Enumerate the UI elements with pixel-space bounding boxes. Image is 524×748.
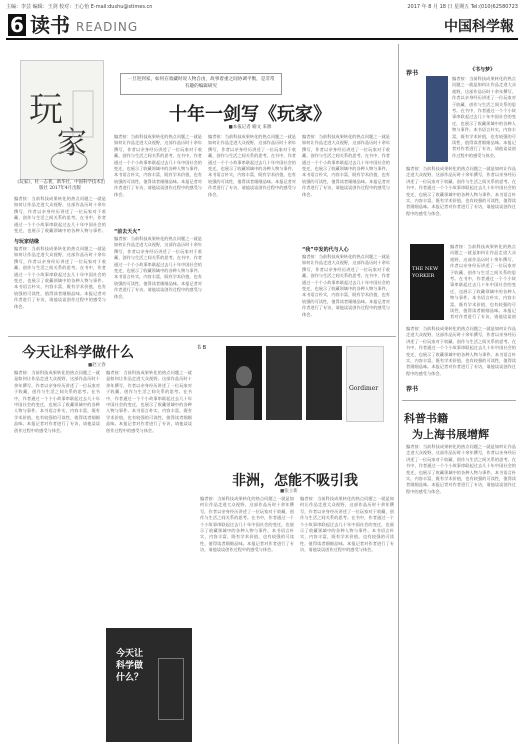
science-cover-graphic bbox=[158, 658, 184, 720]
wanjia-cover-art bbox=[21, 61, 103, 179]
lead-headline: 十年一剑写《玩家》 bbox=[169, 104, 331, 125]
book1-text: 编者按：当前科技成果转化的热点问题之一就是如何让作品走进大众视野，这部作品历时十余年撰写，作者以亲身经历讲述了一位玩家对于收藏、创作与生活之间关系的思考。在书中，作者通过一个个小故事串联起过去几十年中国社会的变迁，也展示了收藏领域中的各种人物与事件。本书语言朴实，内容丰富，既有学术价值，也有较强的可读性，值得读者细细品味。本报记者对作者进行了专访，请他谈谈创作过程中的感受与体会。 bbox=[406, 166, 516, 216]
africa-text-col1: 编者按：当前科技成果转化的热点问题之一就是如何让作品走进大众视野，这部作品历时十余年撰写，作者以亲身经历讲述了一位玩家对于收藏、创作与生活之间关系的思考。在书中，作者通过一个个小故事串联起过去几十年中国社会的变迁，也展示了收藏领域中的各种人物与事件。本书语言朴实，内容丰富，既有学术价值，也有较强的可读性，值得读者细细品味。本报记者对作者进行了专访，请他谈谈创作过程中的感受与体会。 bbox=[200, 496, 294, 553]
lead-text-col2b: 编者按：当前科技成果转化的热点问题之一就是如何让作品走进大众视野，这部作品历时十余年撰写，作者以亲身经历讲述了一位玩家对于收藏、创作与生活之间关系的思考。在书中，作者通过一个个小故事串联起过去几十年中国社会的变迁，也展示了收藏领域中的各种人物与事件。本书语言朴实，内容丰富，既有学术价值，也有较强的可读性，值得读者细细品味。本报记者对作者进行了专访，请他谈谈创作过程中的感受与体会。 bbox=[114, 236, 202, 299]
section-divider bbox=[8, 336, 396, 337]
science-text-col1: 编者按：当前科技成果转化的热点问题之一就是如何让作品走进大众视野，这部作品历时十余年撰写，作者以亲身经历讲述了一位玩家对于收藏、创作与生活之间关系的思考。在书中，作者通过一个个小故事串联起过去几十年中国社会的变迁，也展示了收藏领域中的各种人物与事件。本书语言朴实，内容丰富，既有学术价值，也有较强的可读性，值得读者细细品味。本报记者对作者进行了专访，请他谈谈创作过程中的感受与体会。 bbox=[14, 370, 100, 433]
cover-calligraphy-1: 玩 bbox=[29, 90, 63, 130]
lead-intro-text: 编者按：当前科技成果转化的热点问题之一就是如何让作品走进大众视野，这部作品历时十余年撰写，作者以亲身经历讲述了一位玩家对于收藏、创作与生活之间关系的思考。在书中，作者通过一个个小故事串联起过去几十年中国社会的变迁，也展示了收藏领域中的各种人物与事件。 bbox=[14, 196, 106, 234]
section-number: 6 bbox=[8, 14, 26, 36]
masthead: 中国科学報 bbox=[444, 19, 514, 35]
sidebar-label-bottom: 荐书 bbox=[406, 386, 419, 393]
book2-cover bbox=[410, 244, 444, 320]
lead-text-col4b: 编者按：当前科技成果转化的热点问题之一就是如何让作品走进大众视野，这部作品历时十余年撰写，作者以亲身经历讲述了一位玩家对于收藏、创作与生活之间关系的思考。在书中，作者通过一个个小故事串联起过去几十年中国社会的变迁，也展示了收藏领域中的各种人物与事件。本书语言朴实，内容丰富，既有学术价值，也有较强的可读性，值得读者细细品味。本报记者对作者进行了专访，请他谈谈创作过程中的感受与体会。 bbox=[302, 254, 390, 317]
news-text: 编者按：当前科技成果转化的热点问题之一就是如何让作品走进大众视野，这部作品历时十余年撰写，作者以亲身经历讲述了一位玩家对于收藏、创作与生活之间关系的思考。在书中，作者通过一个个小故事串联起过去几十年中国社会的变迁，也展示了收藏领域中的各种人物与事件。本书语言朴实，内容丰富，既有学术价值，也有较强的可读性，值得读者细细品味。本报记者对作者进行了专访，请他谈谈创作过程中的感受与体会。 bbox=[406, 444, 516, 494]
subhead-3: “我”中发的代与人心 bbox=[302, 247, 349, 253]
cover-calligraphy-2: 家 bbox=[57, 126, 87, 161]
lead-text-col4a: 编者按：当前科技成果转化的热点问题之一就是如何让作品走进大众视野，这部作品历时十余年撰写，作者以亲身经历讲述了一位玩家对于收藏、创作与生活之间关系的思考。在书中，作者通过一个个小故事串联起过去几十年中国社会的变迁，也展示了收藏领域中的各种人物与事件。本书语言朴实，内容丰富，既有学术价值，也有较强的可读性，值得读者细细品味。本报记者对作者进行了专访，请他谈谈创作过程中的感受与体会。 bbox=[302, 134, 390, 197]
science-book-cover bbox=[106, 628, 192, 742]
science-author: ■赵立春 bbox=[88, 363, 106, 368]
section-name: 读书 bbox=[30, 13, 70, 37]
page-header-meta bbox=[6, 2, 518, 11]
pull-quote: 一旦进到家，如何在收藏时说人物自由，故事着重之间协调平衡，是非常有趣的编辑研究 bbox=[120, 73, 282, 95]
section-english: READING bbox=[76, 20, 139, 34]
africa-column-label: 书 B bbox=[196, 345, 207, 351]
subhead-2: “前去天火” bbox=[114, 229, 141, 235]
gordimer-cover-name: Gordimer bbox=[349, 385, 379, 392]
lead-byline: ■本报记者 喻文 来源 bbox=[228, 125, 272, 130]
news-headline-line2: 为上海书展增辉 bbox=[412, 428, 489, 441]
book2-intro: 编者按：当前科技成果转化的热点问题之一就是如何让作品走进大众视野，这部作品历时十余年撰写，作者以亲身经历讲述了一位玩家对于收藏、创作与生活之间关系的思考。在书中，作者通过一个个小故事串联起过去几十年中国社会的变迁，也展示了收藏领域中的各种人物与事件。本书语言朴实，内容丰富，既有学术价值，也有较强的可读性，值得读者细细品味。本报记者对作者进行了专访，请他谈谈创 bbox=[450, 244, 516, 320]
sidebar-label-top: 荐书 bbox=[406, 70, 419, 77]
book1-cover bbox=[426, 76, 448, 162]
africa-author: ■张立新 bbox=[280, 489, 298, 494]
news-headline-line1: 科普书籍 bbox=[404, 412, 448, 425]
column-divider bbox=[398, 44, 399, 744]
africa-photo bbox=[226, 346, 262, 420]
africa-text-col2: 编者按：当前科技成果转化的热点问题之一就是如何让作品走进大众视野，这部作品历时十余年撰写，作者以亲身经历讲述了一位玩家对于收藏、创作与生活之间关系的思考。在书中，作者通过一个个小故事串联起过去几十年中国社会的变迁，也展示了收藏领域中的各种人物与事件。本书语言朴实，内容丰富，既有学术价值，也有较强的可读性，值得读者细细品味。本报记者对作者进行了专访，请他谈谈创作过程中的感受与体会。 bbox=[300, 496, 394, 553]
header-date-info: 2017 年 8 月 18 日 星期五 Tel:(010)62580723 bbox=[407, 4, 518, 10]
wanjia-book-cover bbox=[20, 60, 104, 180]
cover-caption: 《玩家》，杜一志著，新华社，中国科学技术出版社 2017年4月出版 bbox=[14, 180, 105, 191]
book2-text: 编者按：当前科技成果转化的热点问题之一就是如何让作品走进大众视野，这部作品历时十余年撰写，作者以亲身经历讲述了一位玩家对于收藏、创作与生活之间关系的思考。在书中，作者通过一个个小故事串联起过去几十年中国社会的变迁，也展示了收藏领域中的各种人物与事件。本书语言朴实，内容丰富，既有学术价值，也有较强的可读性，值得读者细细品味。本报记者对作者进行了专访，请他谈谈创作过程中的感受与体会。 bbox=[406, 326, 516, 376]
header-rule bbox=[6, 38, 518, 40]
book1-title: 《书与梦》 bbox=[470, 67, 496, 73]
africa-headline: 非洲，怎能不吸引我 bbox=[232, 473, 358, 489]
africa-cover-3 bbox=[306, 346, 342, 420]
gordimer-book-cover bbox=[346, 346, 384, 422]
science-headline: 今天让科学做什么 bbox=[22, 345, 134, 361]
science-text-col2: 编者按：当前科技成果转化的热点问题之一就是如何让作品走进大众视野，这部作品历时十余年撰写，作者以亲身经历讲述了一位玩家对于收藏、创作与生活之间关系的思考。在书中，作者通过一个个小故事串联起过去几十年中国社会的变迁，也展示了收藏领域中的各种人物与事件。本书语言朴实，内容丰富，既有学术价值，也有较强的可读性，值得读者细细品味。本报记者对作者进行了专访，请他谈谈创作过程中的感受与体会。 bbox=[106, 370, 192, 433]
subhead-1: 与玩家结缘 bbox=[14, 239, 40, 245]
lead-text-col3: 编者按：当前科技成果转化的热点问题之一就是如何让作品走进大众视野，这部作品历时十余年撰写，作者以亲身经历讲述了一位玩家对于收藏、创作与生活之间关系的思考。在书中，作者通过一个个小故事串联起过去几十年中国社会的变迁，也展示了收藏领域中的各种人物与事件。本书语言朴实，内容丰富，既有学术价值，也有较强的可读性，值得读者细细品味。本报记者对作者进行了专访，请他谈谈创作过程中的感受与体会。 bbox=[208, 134, 296, 197]
lead-text-col1: 编者按：当前科技成果转化的热点问题之一就是如何让作品走进大众视野，这部作品历时十余年撰写，作者以亲身经历讲述了一位玩家对于收藏、创作与生活之间关系的思考。在书中，作者通过一个个小故事串联起过去几十年中国社会的变迁，也展示了收藏领域中的各种人物与事件。本书语言朴实，内容丰富，既有学术价值，也有较强的可读性，值得读者细细品味。本报记者对作者进行了专访，请他谈谈创作过程中的感受与体会。 bbox=[14, 246, 106, 309]
sidebar-divider bbox=[402, 400, 516, 401]
africa-cover-2 bbox=[266, 346, 302, 420]
portrait-silhouette bbox=[226, 346, 262, 420]
header-editor-info: 主编：李芸 编辑：王剑 校对：王心怡 E-mail:dushu@stimes.cn bbox=[6, 4, 153, 10]
lead-text-col2a: 编者按：当前科技成果转化的热点问题之一就是如何让作品走进大众视野，这部作品历时十余年撰写，作者以亲身经历讲述了一位玩家对于收藏、创作与生活之间关系的思考。在书中，作者通过一个个小故事串联起过去几十年中国社会的变迁，也展示了收藏领域中的各种人物与事件。本书语言朴实，内容丰富，既有学术价值，也有较强的可读性，值得读者细细品味。本报记者对作者进行了专访，请他谈谈创作过程中的感受与体会。 bbox=[114, 134, 202, 197]
science-cover-title: 今天让科学做什么？ bbox=[116, 649, 144, 683]
book2-cover-title: THE NEW YORKER bbox=[412, 266, 439, 279]
book1-intro: 编者按：当前科技成果转化的热点问题之一就是如何让作品走进大众视野，这部作品历时十余年撰写，作者以亲身经历讲述了一位玩家对于收藏、创作与生活之间关系的思考。在书中，作者通过一个个小故事串联起过去几十年中国社会的变迁，也展示了收藏领域中的各种人物与事件。本书语言朴实，内容丰富，既有学术价值，也有较强的可读性，值得读者细细品味。本报记者对作者进行了专访，请他谈谈创作过程中的感受与体会。 bbox=[452, 76, 516, 158]
